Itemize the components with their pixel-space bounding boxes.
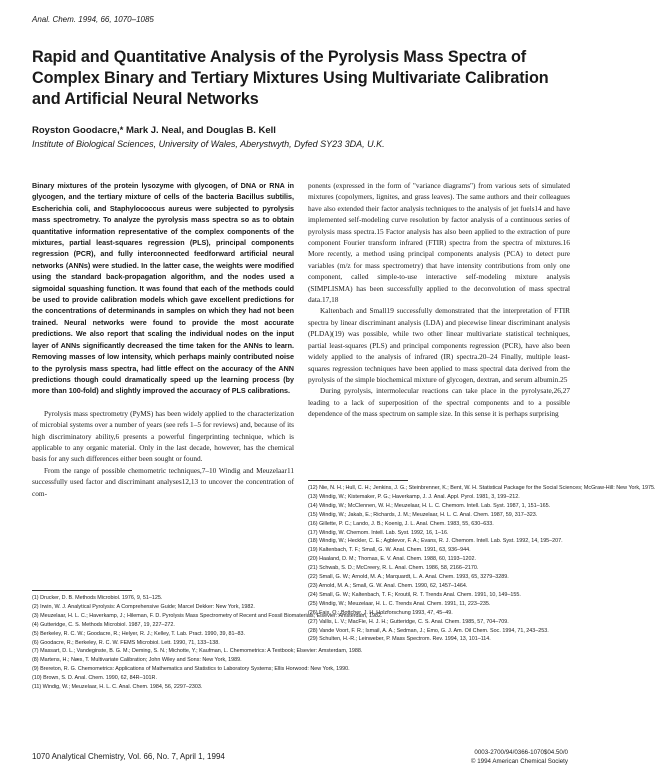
reference-item: (7) Massart, D. L.; Vandeginste, B. G. M.; Deming, S. N.; Michotte, Y.; Kaufman, L. Chemometrics: A Textbook; Elsevier: Amsterdam, 1988. bbox=[32, 648, 363, 655]
abstract: Binary mixtures of the protein lysozyme with glycogen, of DNA or RNA in glycogen, and the tertiary mixture of cells of the bacteria Bacillus subtilis, Escherichia coli, and Staphylococcus aureus were subjected to pyrolysis mass spectrometry. To analyze the pyrolysis mass spectra so as to obtain quantitative information representative of the complex components of the mixtures, partial least-squares regression (PLS), principal components regression (PCR), and fully interconnected feedforward artificial neural networks (ANNs) were studied. In the latter case, the weights were modified using the standard back-propagation algorithm, and the nodes used a sigmoidal squashing function. It was found that each of the methods could be used to provide calibration models which gave excellent predictions for the concentrations of determinands in samples on which they had not been trained. Neural networks were found to provide the most accurate predictions. We also report that scaling the individual nodes on the input layer of ANNs significantly decreased the time taken for the ANNs to learn. Removing masses of low intensity, which perhaps mainly contributed noise to the pyrolysis mass spectra, had little effect on the accuracy of the ANN predictions though could dramatically speed up the learning process (by more than 100-fold) and slightly improved the accuracy of PLS calibrations. bbox=[32, 181, 294, 396]
issn-code: 0003-2700/94/0366-1070$04.50/0 bbox=[474, 749, 568, 756]
reference-item: (12) Nie, N. H.; Hull, C. H.; Jenkins, J. G.; Steinbrenner, K.; Bent, W. H. Statistical Package for the Social Sciences; McGraw-Hill: New York, 1975. bbox=[308, 485, 656, 491]
reference-item: (15) Windig, W.; Jakab, E.; Richards, J. M.; Meuzelaar, H. L. C. Anal. Chem. 1987, 59, 317–323. bbox=[308, 511, 538, 518]
reference-item: (8) Martens, H.; Næs, T. Multivariate Calibration; John Wiley and Sons: New York, 1989. bbox=[32, 657, 242, 664]
reference-item: (20) Haaland, D. M.; Thomas, E. V. Anal. Chem. 1988, 60, 1193–1202. bbox=[308, 556, 477, 563]
author-affiliation: Institute of Biological Sciences, University of Wales, Aberystwyth, Dyfed SY23 3DA, U.K. bbox=[32, 139, 385, 149]
copyright-notice: © 1994 American Chemical Society bbox=[470, 758, 568, 765]
reference-item: (5) Berkeley, R. C. W.; Goodacre, R.; Helyer, R. J.; Kelley, T. Lab. Pract. 1990, 39, 81–83. bbox=[32, 630, 246, 637]
reference-item: (4) Gutteridge, C. S. Methods Microbiol. 1987, 19, 227–272. bbox=[32, 621, 175, 628]
footnote-rule bbox=[32, 590, 132, 591]
body-paragraph: From the range of possible chemometric techniques,7–10 Windig and Meuzelaar11 successfully used factor and discriminant analyses12,13 to uncover the concentration of com- bbox=[32, 465, 294, 498]
footnote-rule bbox=[308, 480, 408, 481]
reference-item: (29) Schulten, H.-R.; Leinweber, P. Mass Spectrom. Rev. 1994, 13, 101–114. bbox=[308, 636, 491, 643]
left-column bbox=[32, 180, 294, 499]
body-paragraph: Kaltenbach and Small19 successfully demonstrated that the interpretation of FTIR spectra by linear discriminant analysis (LDA) and piecewise linear discriminant analysis (PLDA)(19) was possible, while two other linear multivariate statistical techniques, partial least-squares (PLS) and principal components regression (PCR), have also been widely applied to the analysis of infrared (IR) spectra.20–24 Finally, multiple least-squares regression techniques have been applied to mass spectral data derived from the pyrolysis of the simple biochemical mixture of glycogen, dextran, and serum albumin.25 bbox=[308, 306, 570, 384]
reference-item: (6) Goodacre, R.; Berkeley, R. C. W. FEMS Microbiol. Lett. 1990, 71, 133–138. bbox=[32, 639, 220, 646]
reference-item: (24) Small, G. W.; Kaltenbach, T. F.; Kroutil, R. T. Trends Anal. Chem. 1991, 10, 149–155. bbox=[308, 591, 521, 598]
reference-item: (1) Drucker, D. B. Methods Microbiol. 1976, 9, 51–125. bbox=[32, 595, 163, 601]
reference-item: (18) Windig, W.; Heckler, C. E.; Agblevor, F. A.; Evans, R. J. Chemom. Intell. Lab. Syst. 1992, 14, 195–207. bbox=[308, 538, 563, 545]
reference-item: (22) Small, G. W.; Arnold, M. A.; Marquardt, L. A. Anal. Chem. 1993, 65, 3279–3289. bbox=[308, 574, 509, 581]
page-footer-right bbox=[471, 748, 568, 766]
author-list: Royston Goodacre,* Mark J. Neal, and Douglas B. Kell bbox=[32, 125, 276, 136]
reference-item: (10) Brown, S. D. Anal. Chem. 1990, 62, 84R–101R. bbox=[32, 675, 157, 682]
reference-item: (13) Windig, W.; Kistemaker, P. G.; Haverkamp, J. J. Anal. Appl. Pyrol. 1981, 3, 199–212. bbox=[308, 493, 520, 500]
reference-item: (3) Meuzelaar, H. L. C.; Haverkamp, J.; Hileman, F. D. Pyrolysis Mass Spectrometry of Recent and Fossil Biomaterials; Elsevier: Amsterdam, 1982. bbox=[32, 612, 383, 619]
body-paragraph: ponents (expressed in the form of "variance diagrams") from various sets of simulated mixtures (copolymers, lignites, and grass leaves). The same authors and their colleagues have also extended their factor analysis techniques to the analysis of jet fuels14 and have implemented self-modeling curve resolution by factor analysis of a continuous series of pyrolysis mass spectra.15 Factor analysis has also been applied to the extraction of pure component Fourier transform infrared (FTIR) spectra from the spectra of mixtures.16 More recently, a method using principal components analysis (PCA) to detect pure variables (m/z for mass spectrometry) that have intensity contributions from only one component, called simple-to-use interactive self-modeling mixture analysis (SIMPLISMA) has been successfully applied to the deconvolution of mass spectral data.17,18 bbox=[308, 181, 570, 305]
article-title: Rapid and Quantitative Analysis of the Pyrolysis Mass Spectra of Complex Binary and Tertiary Mixtures Using Multivariate Calibration and Artificial Neural Networks bbox=[32, 48, 549, 108]
page-footer-left: 1070 Analytical Chemistry, Vol. 66, No. 7, April 1, 1994 bbox=[32, 752, 225, 761]
reference-item: (26) Faix, O.; Bottcher, J. H. Holzforschung 1993, 47, 45–49. bbox=[308, 609, 453, 616]
reference-item: (23) Arnold, M. A.; Small, G. W. Anal. Chem. 1990, 62, 1457–1464. bbox=[308, 582, 468, 589]
body-paragraph: During pyrolysis, intermolecular reactions can take place in the pyrolysate,26,27 leading to a lack of superposition of the spectral components and to a possible dependence of the mass spectrum on sample size. In this sense it is perhaps surprising bbox=[308, 386, 570, 419]
reference-item: (14) Windig, W.; McClennen, W. H.; Meuzelaar, H. L. C. Chemom. Intell. Lab. Syst. 1987, 1, 151–165. bbox=[308, 502, 551, 509]
reference-item: (17) Windig, W. Chemom. Intell. Lab. Syst. 1992, 16, 1–16. bbox=[308, 529, 449, 536]
reference-item: (27) Vallis, L. V.; MacFie, H. J. H.; Gutteridge, C. S. Anal. Chem. 1985, 57, 704–709. bbox=[308, 618, 509, 625]
reference-item: (9) Brereton, R. G. Chemometrics: Applications of Mathematics and Statistics to Laboratory Systems; Ellis Horwood: New York, 1990. bbox=[32, 666, 350, 673]
reference-item: (16) Gillette, P. C.; Lando, J. B.; Koenig, J. L. Anal. Chem. 1983, 55, 630–633. bbox=[308, 520, 494, 527]
body-paragraph: Pyrolysis mass spectrometry (PyMS) has been widely applied to the characterization of microbial systems over a number of years (see refs 1–5 for reviews) and, because of its high discriminatory ability,6 presents a powerful fingerprinting technique, which is applicable to any organic material. Only in the last decade, however, has the chemical basis for any such differences either been sought or found. bbox=[32, 408, 294, 464]
references-right bbox=[308, 480, 656, 644]
reference-item: (25) Windig, W.; Meuzelaar, H. L. C. Trends Anal. Chem. 1991, 11, 223–235. bbox=[308, 600, 491, 607]
reference-item: (11) Windig, W.; Meuzelaar, H. L. C. Anal. Chem. 1984, 56, 2297–2303. bbox=[32, 684, 203, 691]
reference-item: (21) Schwab, S. D.; McCreery, R. L. Anal. Chem. 1986, 58, 2166–2170. bbox=[308, 565, 479, 572]
right-column bbox=[308, 180, 570, 420]
reference-item: (2) Irwin, W. J. Analytical Pyrolysis: A Comprehensive Guide; Marcel Dekker: New York, 1982. bbox=[32, 603, 255, 610]
reference-item: (19) Kaltenbach, T. F.; Small, G. W. Anal. Chem. 1991, 63, 936–944. bbox=[308, 547, 471, 554]
journal-header: Anal. Chem. 1994, 66, 1070–1085 bbox=[32, 15, 154, 24]
reference-item: (28) Vande Voort, F. R.; Ismail, A. A.; Sedman, J.; Emo, G. J. Am. Oil Chem. Soc. 1994, 71, 243–253. bbox=[308, 627, 549, 634]
